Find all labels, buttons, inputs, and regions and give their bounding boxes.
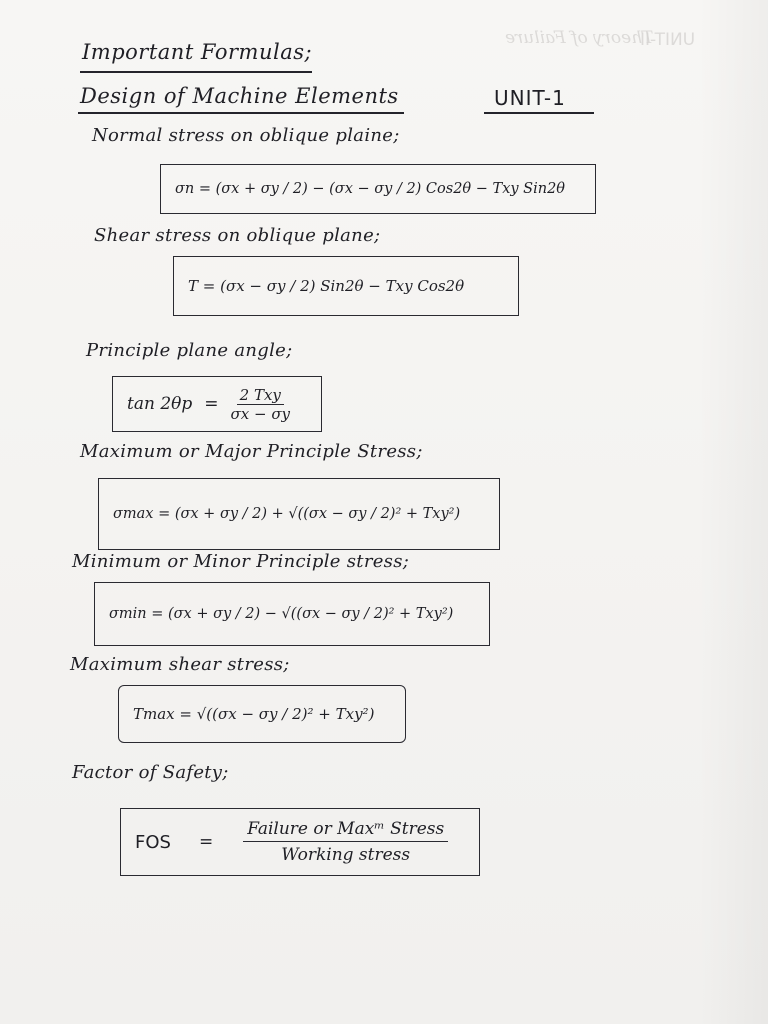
- ghost-text-unit: UNIT-II: [640, 30, 696, 50]
- tan-expression: tan 2θp: [127, 394, 193, 414]
- subject-underline: [78, 112, 404, 114]
- max-shear-stress-box: [118, 685, 406, 743]
- max-principle-stress-box: [98, 478, 500, 550]
- principle-plane-angle-box: [112, 376, 322, 432]
- factor-of-safety-formula: [135, 819, 448, 865]
- fos-numerator: Failure or Maxᵐ Stress: [243, 819, 448, 842]
- shear-stress-label: Shear stress on oblique plane;: [94, 225, 381, 246]
- angle-denominator: σx − σy: [230, 404, 291, 423]
- unit-label: UNIT-1: [494, 86, 566, 110]
- normal-stress-label: Normal stress on oblique plaine;: [92, 125, 400, 146]
- fos-symbol: FOS: [135, 831, 171, 853]
- title-underline: [80, 71, 312, 73]
- normal-stress-formula-box: [160, 164, 596, 214]
- max-shear-stress-formula: Tmax = √((σx − σy / 2)² + Txy²): [133, 705, 375, 723]
- min-principle-stress-box: [94, 582, 490, 646]
- min-principle-stress-formula: σmin = (σx + σy / 2) − √((σx − σy / 2)² + Txy²): [109, 606, 454, 622]
- principle-plane-angle-formula: [127, 386, 290, 423]
- unit-underline: [484, 112, 594, 114]
- subject-title: Design of Machine Elements: [80, 84, 399, 108]
- page-title: Important Formulas;: [82, 40, 313, 64]
- max-principle-stress-formula: σmax = (σx + σy / 2) + √((σx − σy / 2)² + Txy²): [113, 506, 461, 522]
- page-edge-shadow: [698, 0, 768, 1024]
- normal-stress-formula: σn = (σx + σy / 2) − (σx − σy / 2) Cos2θ − Txy Sin2θ: [175, 181, 566, 197]
- ghost-text-top-right: Theory of Failure: [505, 28, 654, 48]
- factor-of-safety-box: [120, 808, 480, 876]
- angle-numerator: 2 Txy: [237, 386, 284, 405]
- fos-denominator: Working stress: [281, 845, 411, 865]
- factor-of-safety-label: Factor of Safety;: [72, 762, 229, 783]
- max-shear-stress-label: Maximum shear stress;: [70, 654, 290, 675]
- angle-fraction: [231, 386, 291, 423]
- max-principle-stress-label: Maximum or Major Principle Stress;: [80, 441, 423, 462]
- min-principle-stress-label: Minimum or Minor Principle stress;: [72, 551, 410, 572]
- equals-sign: =: [204, 394, 219, 414]
- fos-equals-sign: =: [198, 832, 214, 852]
- principle-plane-angle-label: Principle plane angle;: [86, 340, 293, 361]
- shear-stress-formula: T = (σx − σy / 2) Sin2θ − Txy Cos2θ: [188, 277, 465, 295]
- shear-stress-formula-box: [173, 256, 519, 316]
- fos-fraction: [243, 819, 448, 865]
